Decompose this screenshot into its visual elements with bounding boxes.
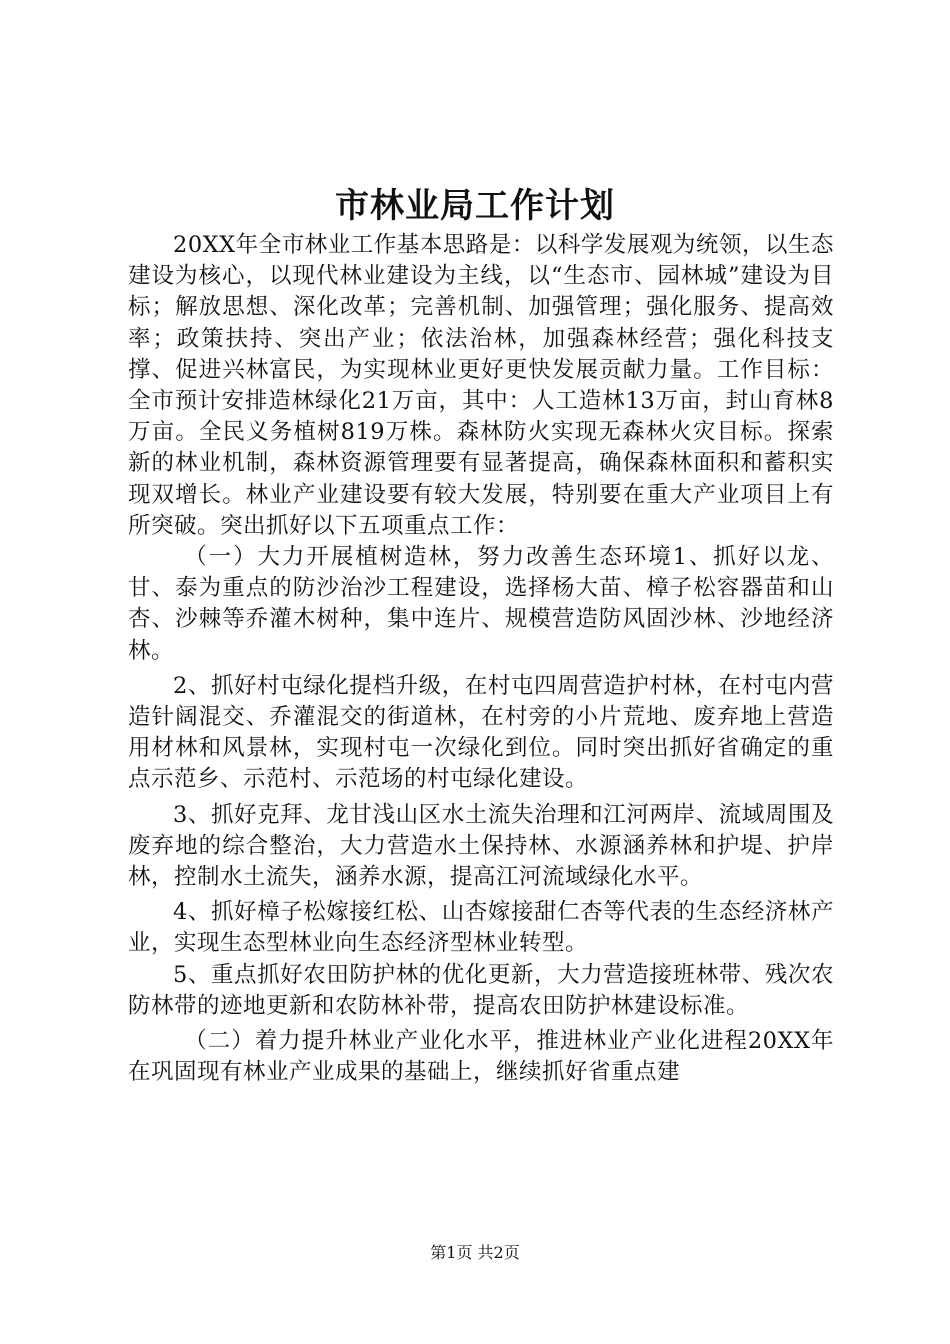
paragraph-item-5: 5、重点抓好农田防护林的优化更新，大力营造接班林带、残次农防林带的迹地更新和农防林补带，提高农田防护林建设标准。 bbox=[128, 961, 834, 1019]
paragraph-section-1: （一）大力开展植树造林，努力改善生态环境1、抓好以龙、甘、泰为重点的防沙治沙工程建设，选择杨大苗、樟子松容器苗和山杏、沙棘等乔灌木树种，集中连片、规模营造防风固沙林、沙地经济林。 bbox=[128, 544, 834, 664]
paragraph-section-2: （二）着力提升林业产业化水平，推进林业产业化进程20XX年在巩固现有林业产业成果的基础上，继续抓好省重点建 bbox=[128, 1028, 834, 1086]
page-title: 市林业局工作计划 bbox=[335, 186, 615, 226]
page-footer: 第1页 共2页 bbox=[430, 1243, 520, 1262]
paragraph-item-3: 3、抓好克拜、龙甘浅山区水土流失治理和江河两岸、流域周围及废弃地的综合整治，大力营造水土保持林、水源涵养林和护堤、护岸林，控制水土流失，涵养水源，提高江河流域绿化水平。 bbox=[128, 801, 834, 891]
document-body bbox=[128, 230, 834, 1088]
paragraph-item-2: 2、抓好村屯绿化提档升级，在村屯四周营造护村林，在村屯内营造针阔混交、乔灌混交的街道林，在村旁的小片荒地、废弃地上营造用材林和风景林，实现村屯一次绿化到位。同时突出抓好省确定的重点示范乡、示范村、示范场的村屯绿化建设。 bbox=[128, 672, 834, 793]
paragraph-intro: 20XX年全市林业工作基本思路是：以科学发展观为统领，以生态建设为核心，以现代林业建设为主线，以“生态市、园林城”建设为目标；解放思想、深化改革；完善机制、加强管理；强化服务、提高效率；政策扶持、突出产业；依法治林，加强森林经营；强化科技支撑、促进兴林富民，为实现林业更好更快发展贡献力量。工作目标：全市预计安排造林绿化21万亩，其中：人工造林13万亩，封山育林8万亩。全民义务植树819万株。森林防火实现无森林火灾目标。探索新的林业机制，森林资源管理要有显著提高，确保森林面积和蓄积实现双增长。林业产业建设要有较大发展，特别要在重大产业项目上有所突破。突出抓好以下五项重点工作： bbox=[128, 232, 834, 539]
paragraph-item-4: 4、抓好樟子松嫁接红松、山杏嫁接甜仁杏等代表的生态经济林产业，实现生态型林业向生态经济型林业转型。 bbox=[128, 899, 834, 957]
